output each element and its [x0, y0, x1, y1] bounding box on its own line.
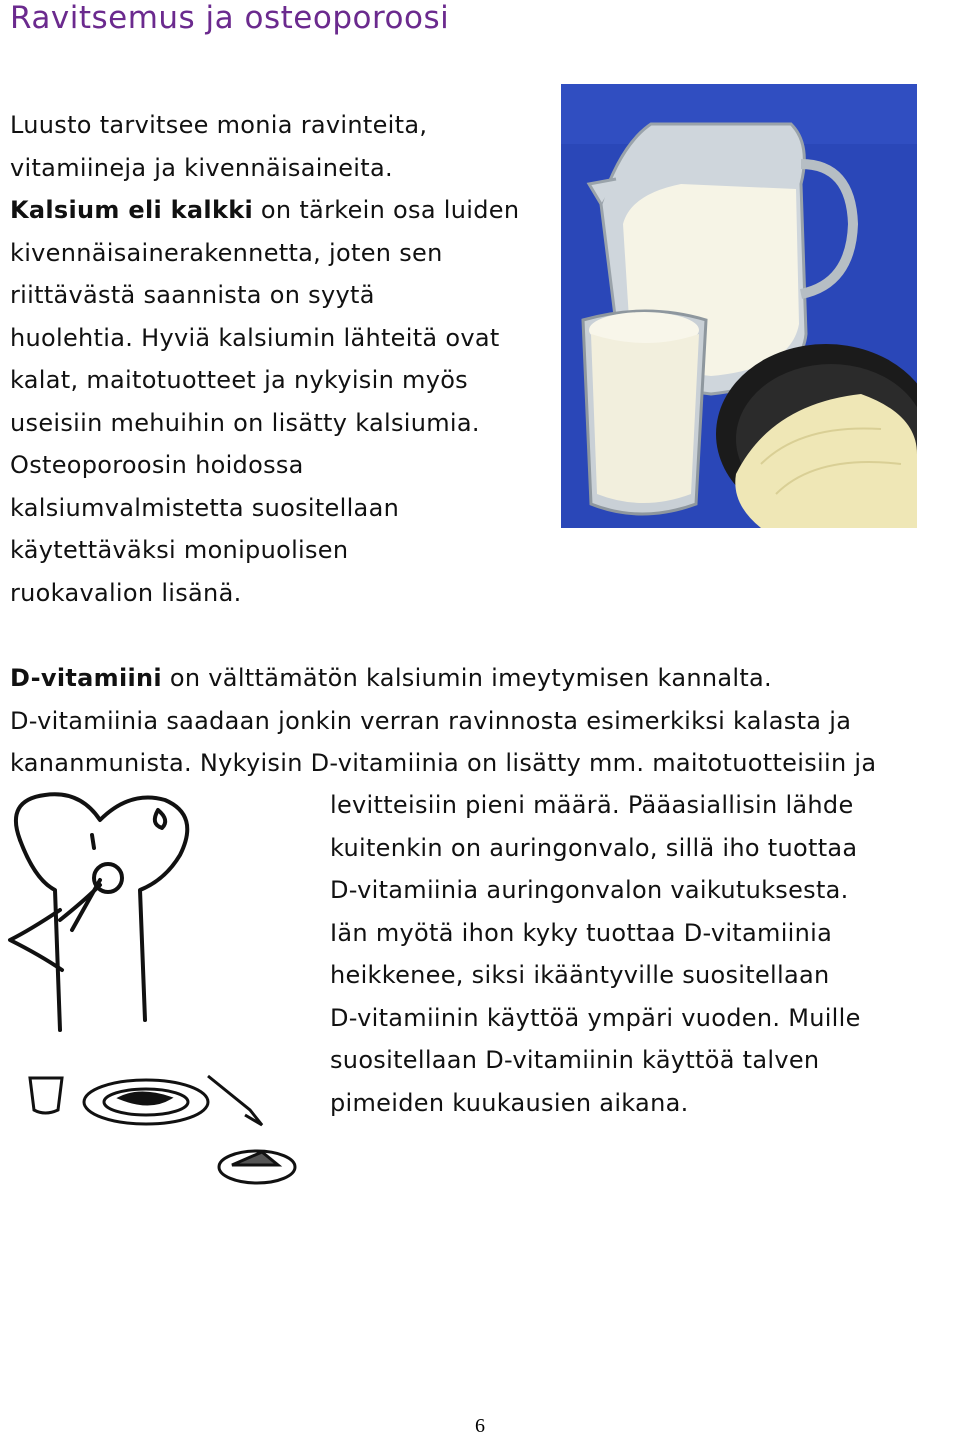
calcium-term: Kalsium eli kalkki	[10, 196, 253, 224]
text-line: heikkenee, siksi ikääntyville suositellaan	[330, 961, 830, 989]
text-line: pimeiden kuukausien aikana.	[330, 1088, 689, 1117]
bone-character-eating-illustration	[0, 780, 320, 1200]
milk-and-cheese-photo	[561, 84, 917, 528]
text-line: levitteisiin pieni määrä. Pääasiallisin lähde	[330, 791, 854, 819]
text-line: Osteoporoosin hoidossa	[10, 451, 304, 479]
text-fragment: on tärkein osa luiden	[253, 196, 520, 224]
vitamin-d-paragraph	[10, 657, 960, 785]
text-line: D-vitamiinia auringonvalon vaikutuksesta.	[330, 876, 849, 904]
page-number: 6	[475, 1415, 485, 1437]
text-line: kalat, maitotuotteet ja nykyisin myös	[10, 366, 468, 394]
text-line: useisiin mehuihin on lisätty kalsiumia.	[10, 408, 480, 437]
text-line: kuitenkin on auringonvalo, sillä iho tuottaa	[330, 833, 858, 862]
text-line: D-vitamiinin käyttöä ympäri vuoden. Muille	[330, 1003, 861, 1032]
text-line: kalsiumvalmistetta suositellaan	[10, 493, 400, 522]
glass-of-milk-icon	[583, 311, 706, 514]
text-line: kivennäisainerakennetta, joten sen	[10, 238, 443, 267]
table-items	[30, 1076, 295, 1183]
sunlight-paragraph	[330, 784, 950, 1124]
calcium-paragraph	[10, 104, 550, 614]
text-line: D-vitamiinia saadaan jonkin verran ravinnosta esimerkiksi kalasta ja	[10, 706, 852, 735]
vitamin-d-term: D-vitamiini	[10, 664, 162, 692]
text-line: Luusto tarvitsee monia ravinteita,	[10, 111, 428, 139]
text-fragment: on välttämätön kalsiumin imeytymisen kannalta.	[161, 664, 772, 692]
text-line: ruokavalion lisänä.	[10, 578, 242, 607]
text-line	[10, 189, 550, 232]
text-line: suositellaan D-vitamiinin käyttöä talven	[330, 1046, 820, 1074]
knife-icon	[208, 1076, 262, 1125]
text-line	[10, 657, 960, 700]
text-line: riittävästä saannista on syytä	[10, 281, 375, 309]
text-line: huolehtia. Hyviä kalsiumin lähteitä ovat	[10, 323, 500, 352]
text-line: kananmunista. Nykyisin D-vitamiinia on lisätty mm. maitotuotteisiin ja	[10, 749, 877, 777]
text-line: Iän myötä ihon kyky tuottaa D-vitamiinia	[330, 918, 833, 947]
cup-icon	[30, 1078, 62, 1113]
text-line: vitamiineja ja kivennäisaineita.	[10, 153, 393, 182]
text-line: käytettäväksi monipuolisen	[10, 536, 349, 564]
page-title: Ravitsemus ja osteoporoosi	[10, 0, 450, 36]
